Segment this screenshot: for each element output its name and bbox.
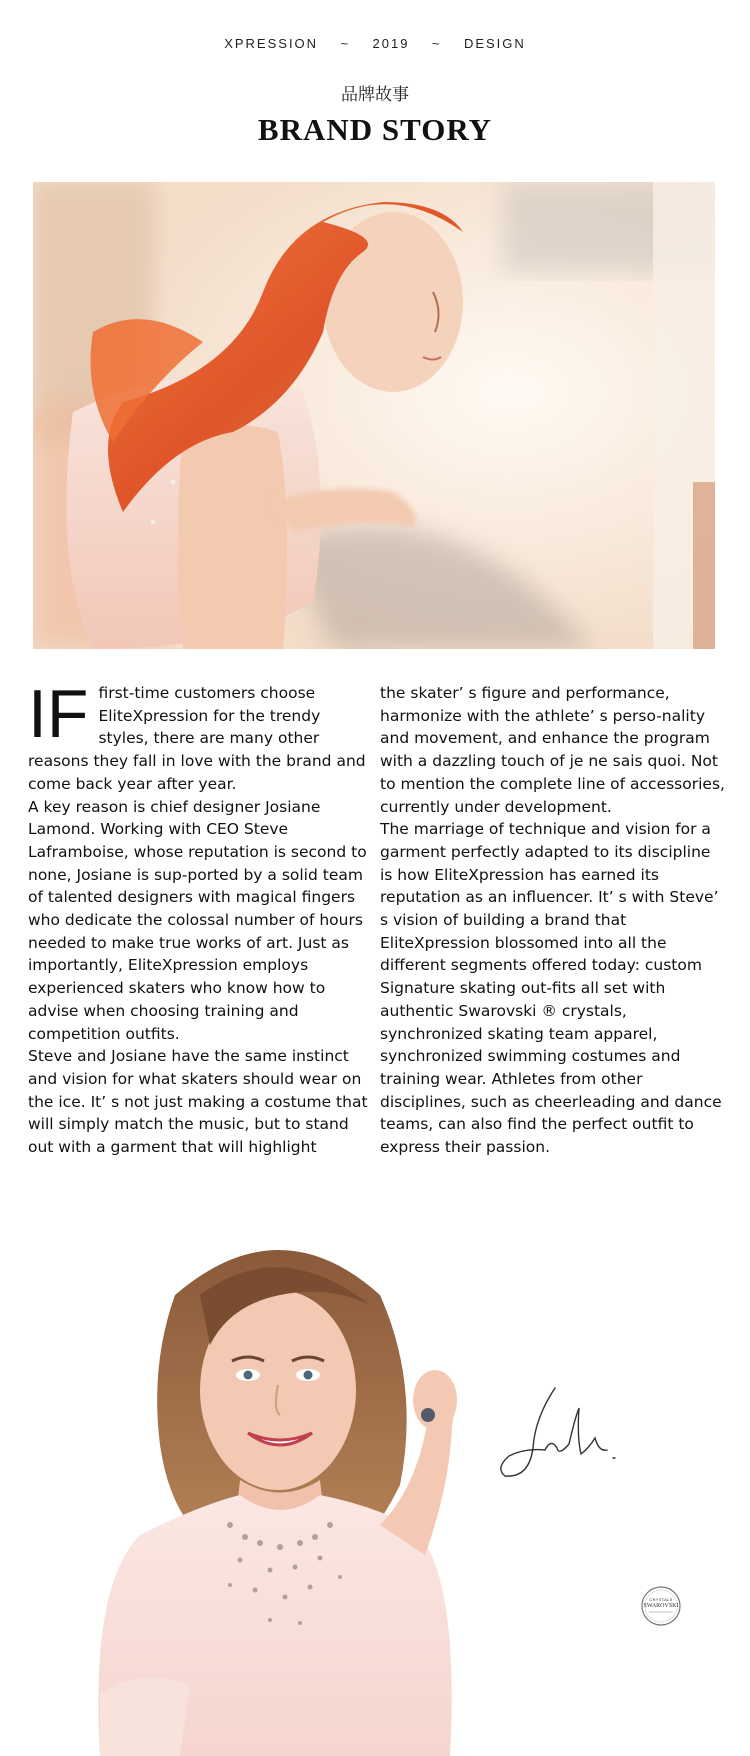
story-paragraph: The marriage of technique and vision for a garment perfectly adapted to its discipline is how EliteXpression has earned its reputation as an influencer. It’ s with Steve’ s vision of building a brand that EliteXpression blossomed into all the different segments offered today: custom Signature skating out-fits all set with authentic Swarovski ® crystals, synchronized skating team apparel, synchronized swimming costumes and training wear. Athletes from other disciplines, such as cheerleading and dance teams, can also find the perfect outfit to express their passion. xyxy=(380,820,722,1157)
designer-illustration xyxy=(80,1225,500,1756)
swarovski-seal xyxy=(640,1585,682,1627)
dropcap: IF xyxy=(28,676,89,752)
page-title: BRAND STORY xyxy=(257,112,493,147)
seal-top-text: CRYSTALS xyxy=(649,1597,673,1602)
chinese-title: 品牌故事 xyxy=(341,85,409,105)
story-paragraph: Steve and Josiane have the same instinct and vision for what skaters should wear on the ice. It’ s not just making a costume that will simply match the music, but to stand out with a garment that will highlight xyxy=(28,1047,368,1157)
story-paragraph: A key reason is chief designer Josiane Lamond. Working with CEO Steve Laframboise, whose reputation is second to none, Josiane is sup-ported by a solid team of talented designers with magical fingers who dedicate the colossal number of hours needed to make true works of art. Just as importantly, EliteXpression employs experienced skaters who know how to advise when choosing training and competition outfits. xyxy=(28,797,367,1043)
skater-illustration xyxy=(33,182,715,649)
seal-main-text: SWAROVSKI xyxy=(643,1603,679,1609)
brand-tagline: XPRESSION ~ 2019 ~ DESIGN xyxy=(224,36,526,51)
story-column-right xyxy=(380,682,725,1159)
story-paragraph: the skater’ s figure and performance, harmonize with the athlete’ s perso-nality and movement, and enhance the program with a dazzling touch of je ne sais quoi. Not to mention the complete line of accessories, currently under development. xyxy=(380,684,725,816)
story-paragraph: first-time customers choose EliteXpression for the trendy styles, there are many other reasons they fall in love with the brand and come back year after year. xyxy=(28,684,366,793)
hero-skater-photo xyxy=(33,182,715,649)
designer-portrait xyxy=(80,1225,500,1756)
story-column-left xyxy=(28,676,368,1159)
designer-signature xyxy=(495,1378,635,1488)
